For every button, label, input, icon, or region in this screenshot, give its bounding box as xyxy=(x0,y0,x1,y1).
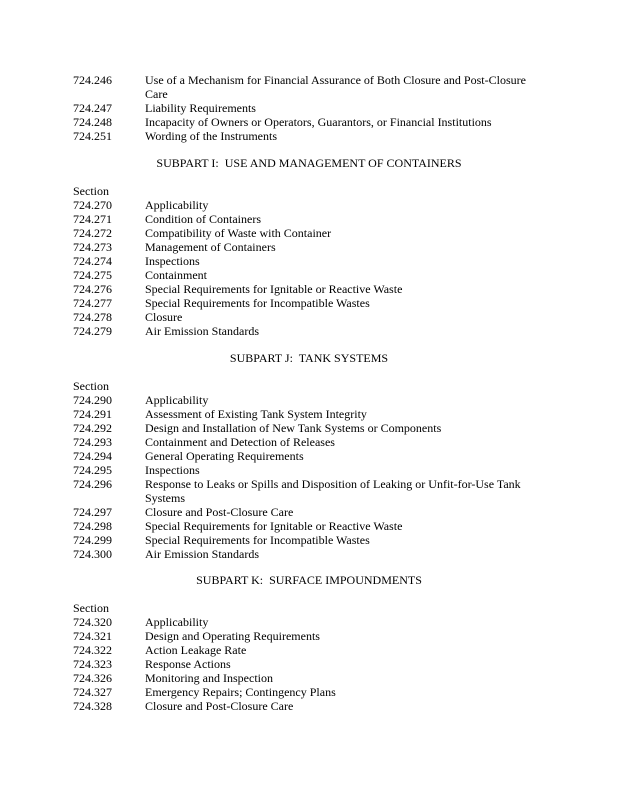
list-item xyxy=(73,240,543,254)
section-column-label: Section xyxy=(73,184,109,198)
section-title: Inspections xyxy=(145,254,200,268)
list-item xyxy=(73,101,543,115)
section-number: 724.276 xyxy=(73,282,112,296)
section-title: Closure xyxy=(145,310,183,324)
section-number: 724.291 xyxy=(73,407,112,421)
section-title: Management of Containers xyxy=(145,240,276,254)
section-title: Containment and Detection of Releases xyxy=(145,435,335,449)
subpart-i-section-list xyxy=(73,184,543,338)
section-number: 724.298 xyxy=(73,519,112,533)
section-title: Action Leakage Rate xyxy=(145,643,247,657)
section-title: Emergency Repairs; Contingency Plans xyxy=(145,685,336,699)
intro-section-list xyxy=(73,73,543,143)
section-number: 724.277 xyxy=(73,296,112,310)
section-number: 724.273 xyxy=(73,240,112,254)
list-item xyxy=(73,407,543,421)
section-column-label: Section xyxy=(73,601,109,615)
section-title: Liability Requirements xyxy=(145,101,256,115)
list-item xyxy=(73,505,543,519)
section-number: 724.293 xyxy=(73,435,112,449)
section-number: 724.296 xyxy=(73,477,112,491)
section-number: 724.323 xyxy=(73,657,112,671)
section-number: 724.299 xyxy=(73,533,112,547)
subpart-k-section-list xyxy=(73,601,543,713)
section-number: 724.247 xyxy=(73,101,112,115)
list-item xyxy=(73,519,543,533)
section-title: Containment xyxy=(145,268,207,282)
section-title: Air Emission Standards xyxy=(145,324,259,338)
section-title: Assessment of Existing Tank System Integrity xyxy=(145,407,367,421)
list-item xyxy=(73,129,543,143)
section-number: 724.290 xyxy=(73,393,112,407)
list-item xyxy=(73,477,543,505)
list-item xyxy=(73,268,543,282)
list-item xyxy=(73,547,543,561)
list-item xyxy=(73,296,543,310)
section-title: Compatibility of Waste with Container xyxy=(145,226,332,240)
section-number: 724.274 xyxy=(73,254,112,268)
section-number: 724.270 xyxy=(73,198,112,212)
subpart-j-section-list xyxy=(73,379,543,561)
section-title: Response Actions xyxy=(145,657,231,671)
list-item xyxy=(73,226,543,240)
section-title: Special Requirements for Ignitable or Reactive Waste xyxy=(145,282,403,296)
section-number: 724.322 xyxy=(73,643,112,657)
list-item xyxy=(73,671,543,685)
section-number: 724.279 xyxy=(73,324,112,338)
list-item xyxy=(73,685,543,699)
section-title: Incapacity of Owners or Operators, Guarantors, or Financial Institutions xyxy=(145,115,492,129)
section-title: Special Requirements for Incompatible Wastes xyxy=(145,296,370,310)
section-number: 724.326 xyxy=(73,671,112,685)
list-item xyxy=(73,198,543,212)
list-item xyxy=(73,533,543,547)
section-title: Air Emission Standards xyxy=(145,547,259,561)
section-number: 724.275 xyxy=(73,268,112,282)
list-item xyxy=(73,615,543,629)
section-title: Closure and Post-Closure Care xyxy=(145,505,294,519)
section-number: 724.251 xyxy=(73,129,112,143)
section-title: Applicability xyxy=(145,615,209,629)
list-item xyxy=(73,282,543,296)
section-title: Design and Operating Requirements xyxy=(145,629,320,643)
section-number: 724.328 xyxy=(73,699,112,713)
list-item xyxy=(73,254,543,268)
section-number: 724.297 xyxy=(73,505,112,519)
list-item xyxy=(73,421,543,435)
list-item xyxy=(73,463,543,477)
section-number: 724.272 xyxy=(73,226,112,240)
list-item xyxy=(73,657,543,671)
section-title: Special Requirements for Incompatible Wastes xyxy=(145,533,370,547)
section-number: 724.321 xyxy=(73,629,112,643)
section-title: Response to Leaks or Spills and Disposition of Leaking or Unfit-for-Use Tank Systems xyxy=(145,477,521,505)
section-title: Closure and Post-Closure Care xyxy=(145,699,294,713)
list-item xyxy=(73,73,543,101)
list-item xyxy=(73,699,543,713)
list-item xyxy=(73,449,543,463)
section-title: Applicability xyxy=(145,198,209,212)
list-item xyxy=(73,643,543,657)
section-number: 724.246 xyxy=(73,73,112,87)
section-title: Applicability xyxy=(145,393,209,407)
subpart-i-heading: SUBPART I: USE AND MANAGEMENT OF CONTAINERS xyxy=(156,156,462,170)
section-number: 724.300 xyxy=(73,547,112,561)
section-number: 724.278 xyxy=(73,310,112,324)
section-title: Wording of the Instruments xyxy=(145,129,278,143)
list-item xyxy=(73,310,543,324)
section-number: 724.248 xyxy=(73,115,112,129)
list-item xyxy=(73,435,543,449)
section-title: Monitoring and Inspection xyxy=(145,671,273,685)
section-title: Inspections xyxy=(145,463,200,477)
list-item xyxy=(73,115,543,129)
section-number: 724.320 xyxy=(73,615,112,629)
section-title: General Operating Requirements xyxy=(145,449,304,463)
section-title: Special Requirements for Ignitable or Reactive Waste xyxy=(145,519,403,533)
subpart-j-heading: SUBPART J: TANK SYSTEMS xyxy=(229,351,389,365)
subpart-k-heading: SUBPART K: SURFACE IMPOUNDMENTS xyxy=(196,573,422,587)
section-title: Condition of Containers xyxy=(145,212,261,226)
section-number: 724.271 xyxy=(73,212,112,226)
section-number: 724.327 xyxy=(73,685,112,699)
section-number: 724.294 xyxy=(73,449,112,463)
list-item xyxy=(73,393,543,407)
list-item xyxy=(73,629,543,643)
section-number: 724.295 xyxy=(73,463,112,477)
section-title: Design and Installation of New Tank Systems or Components xyxy=(145,421,442,435)
list-item xyxy=(73,212,543,226)
section-title: Use of a Mechanism for Financial Assurance of Both Closure and Post-Closure Care xyxy=(145,73,526,101)
list-item xyxy=(73,324,543,338)
section-column-label: Section xyxy=(73,379,109,393)
section-number: 724.292 xyxy=(73,421,112,435)
